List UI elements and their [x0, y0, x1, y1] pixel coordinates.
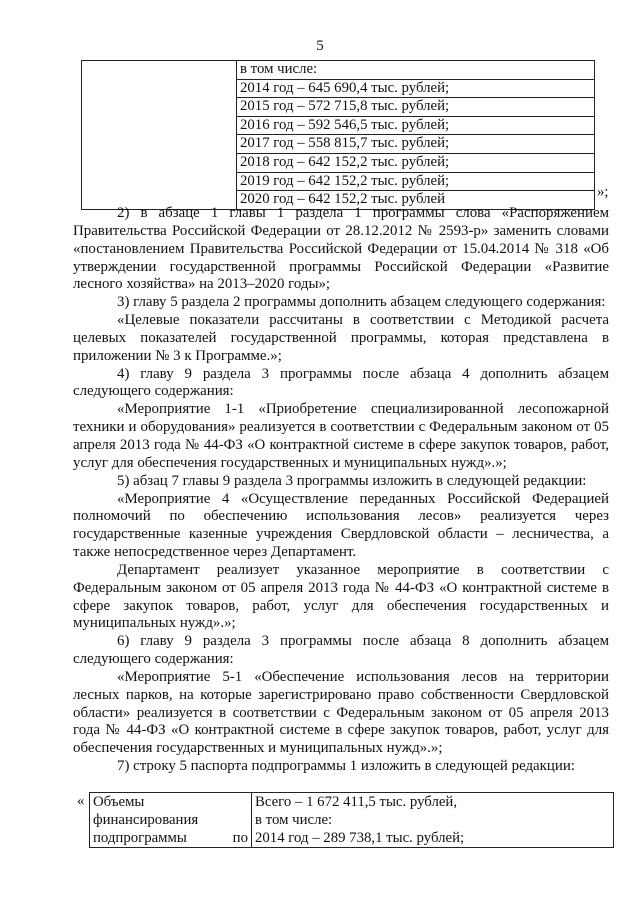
paragraph: 5) абзац 7 главы 9 раздела 3 программы изложить в следующей редакции: [117, 472, 587, 489]
paragraph: 6) главу 9 раздела 3 программы после абзаца 8 дополнить абзацем следующего содержания: [73, 633, 609, 668]
table-line: 2016 год – 592 546,5 тыс. рублей; [237, 117, 594, 136]
table-right-cell [252, 793, 614, 848]
table-line: в том числе: [255, 812, 333, 828]
open-quote: « [77, 793, 85, 809]
paragraph: Департамент реализует указанное мероприятие в соответствии с Федеральным законом от 05 апреля 2013 года № 44-ФЗ «О контрактной системе в сфере закупок товаров, работ, услуг для обеспечения государственных и муниципальных нужд».»; [73, 561, 609, 632]
table-line: 2015 год – 572 715,8 тыс. рублей; [237, 98, 594, 117]
table-line [93, 829, 248, 847]
funding-table-top [81, 60, 595, 210]
page-number: 5 [316, 38, 324, 54]
closing-quote: »; [597, 184, 609, 200]
paragraph: 2) в абзаце 1 главы 1 раздела 1 программы слова «Распоряжением Правительства Российской Федерации от 28.12.2012 № 2593-р» заменить словами «постановлением Правительства Российской Федерации от 15.04.2014 № 318 «Об утверждении государственной программы Российской Федерации «Развитие лесного хозяйства» на 2013–2020 годы»; [73, 205, 609, 293]
table-line: 2014 год – 645 690,4 тыс. рублей; [237, 80, 594, 99]
table-text: по [232, 830, 248, 846]
table-line: Всего – 1 672 411,5 тыс. рублей, [255, 794, 458, 810]
table-line: 2014 год – 289 738,1 тыс. рублей; [255, 830, 465, 846]
paragraph: «Целевые показатели рассчитаны в соответствии с Методикой расчета целевых показателей государственной программы, которая представлена в приложении № 3 к Программе.»; [73, 312, 609, 364]
table-line: в том числе: [237, 61, 594, 80]
paragraph: 7) строку 5 паспорта подпрограммы 1 изложить в следующей редакции: [117, 758, 575, 775]
table-line: финансирования [93, 812, 199, 828]
table-line: Объемы [93, 794, 145, 810]
table-line: 2017 год – 558 815,7 тыс. рублей; [237, 135, 594, 154]
table-left-cell [90, 793, 252, 848]
paragraph: «Мероприятие 4 «Осуществление переданных Российской Федерацией полномочий по обеспечению использования лесов» реализуется через государственные казенные учреждения Свердловской области – лесничества, а также непосредственное через Департамент. [73, 490, 609, 561]
paragraph: «Мероприятие 1-1 «Приобретение специализированной лесопожарной техники и оборудования» реализуется в соответствии с Федеральным законом от 05 апреля 2013 года № 44-ФЗ «О контрактной системе в сфере закупок товаров, работ, услуг для обеспечения государственных и муниципальных нужд».»; [73, 401, 609, 471]
table-line: 2020 год – 642 152,2 тыс. рублей [240, 191, 445, 208]
paragraph: 3) главу 5 раздела 2 программы дополнить абзацем следующего содержания: [117, 294, 606, 311]
table-right-cell [237, 61, 595, 210]
paragraph: «Мероприятие 5-1 «Обеспечение использования лесов на территории лесных парков, на которые зарегистрировано право собственности Свердловской области» реализуется в соответствии с Федеральным законом от 05 апреля 2013 года № 44-ФЗ «О контрактной системе в сфере закупок товаров, работ, услуг для обеспечения государственных и муниципальных нужд».»; [73, 668, 609, 757]
document-body [73, 205, 609, 776]
table-left-cell [82, 61, 237, 210]
passport-table [89, 792, 614, 848]
table-line: 2018 год – 642 152,2 тыс. рублей; [237, 154, 594, 173]
table-text: подпрограммы [93, 830, 187, 846]
table-line: 2019 год – 642 152,2 тыс. рублей; [237, 173, 594, 192]
paragraph: 4) главу 9 раздела 3 программы после абзаца 4 дополнить абзацем следующего содержания: [73, 365, 609, 400]
